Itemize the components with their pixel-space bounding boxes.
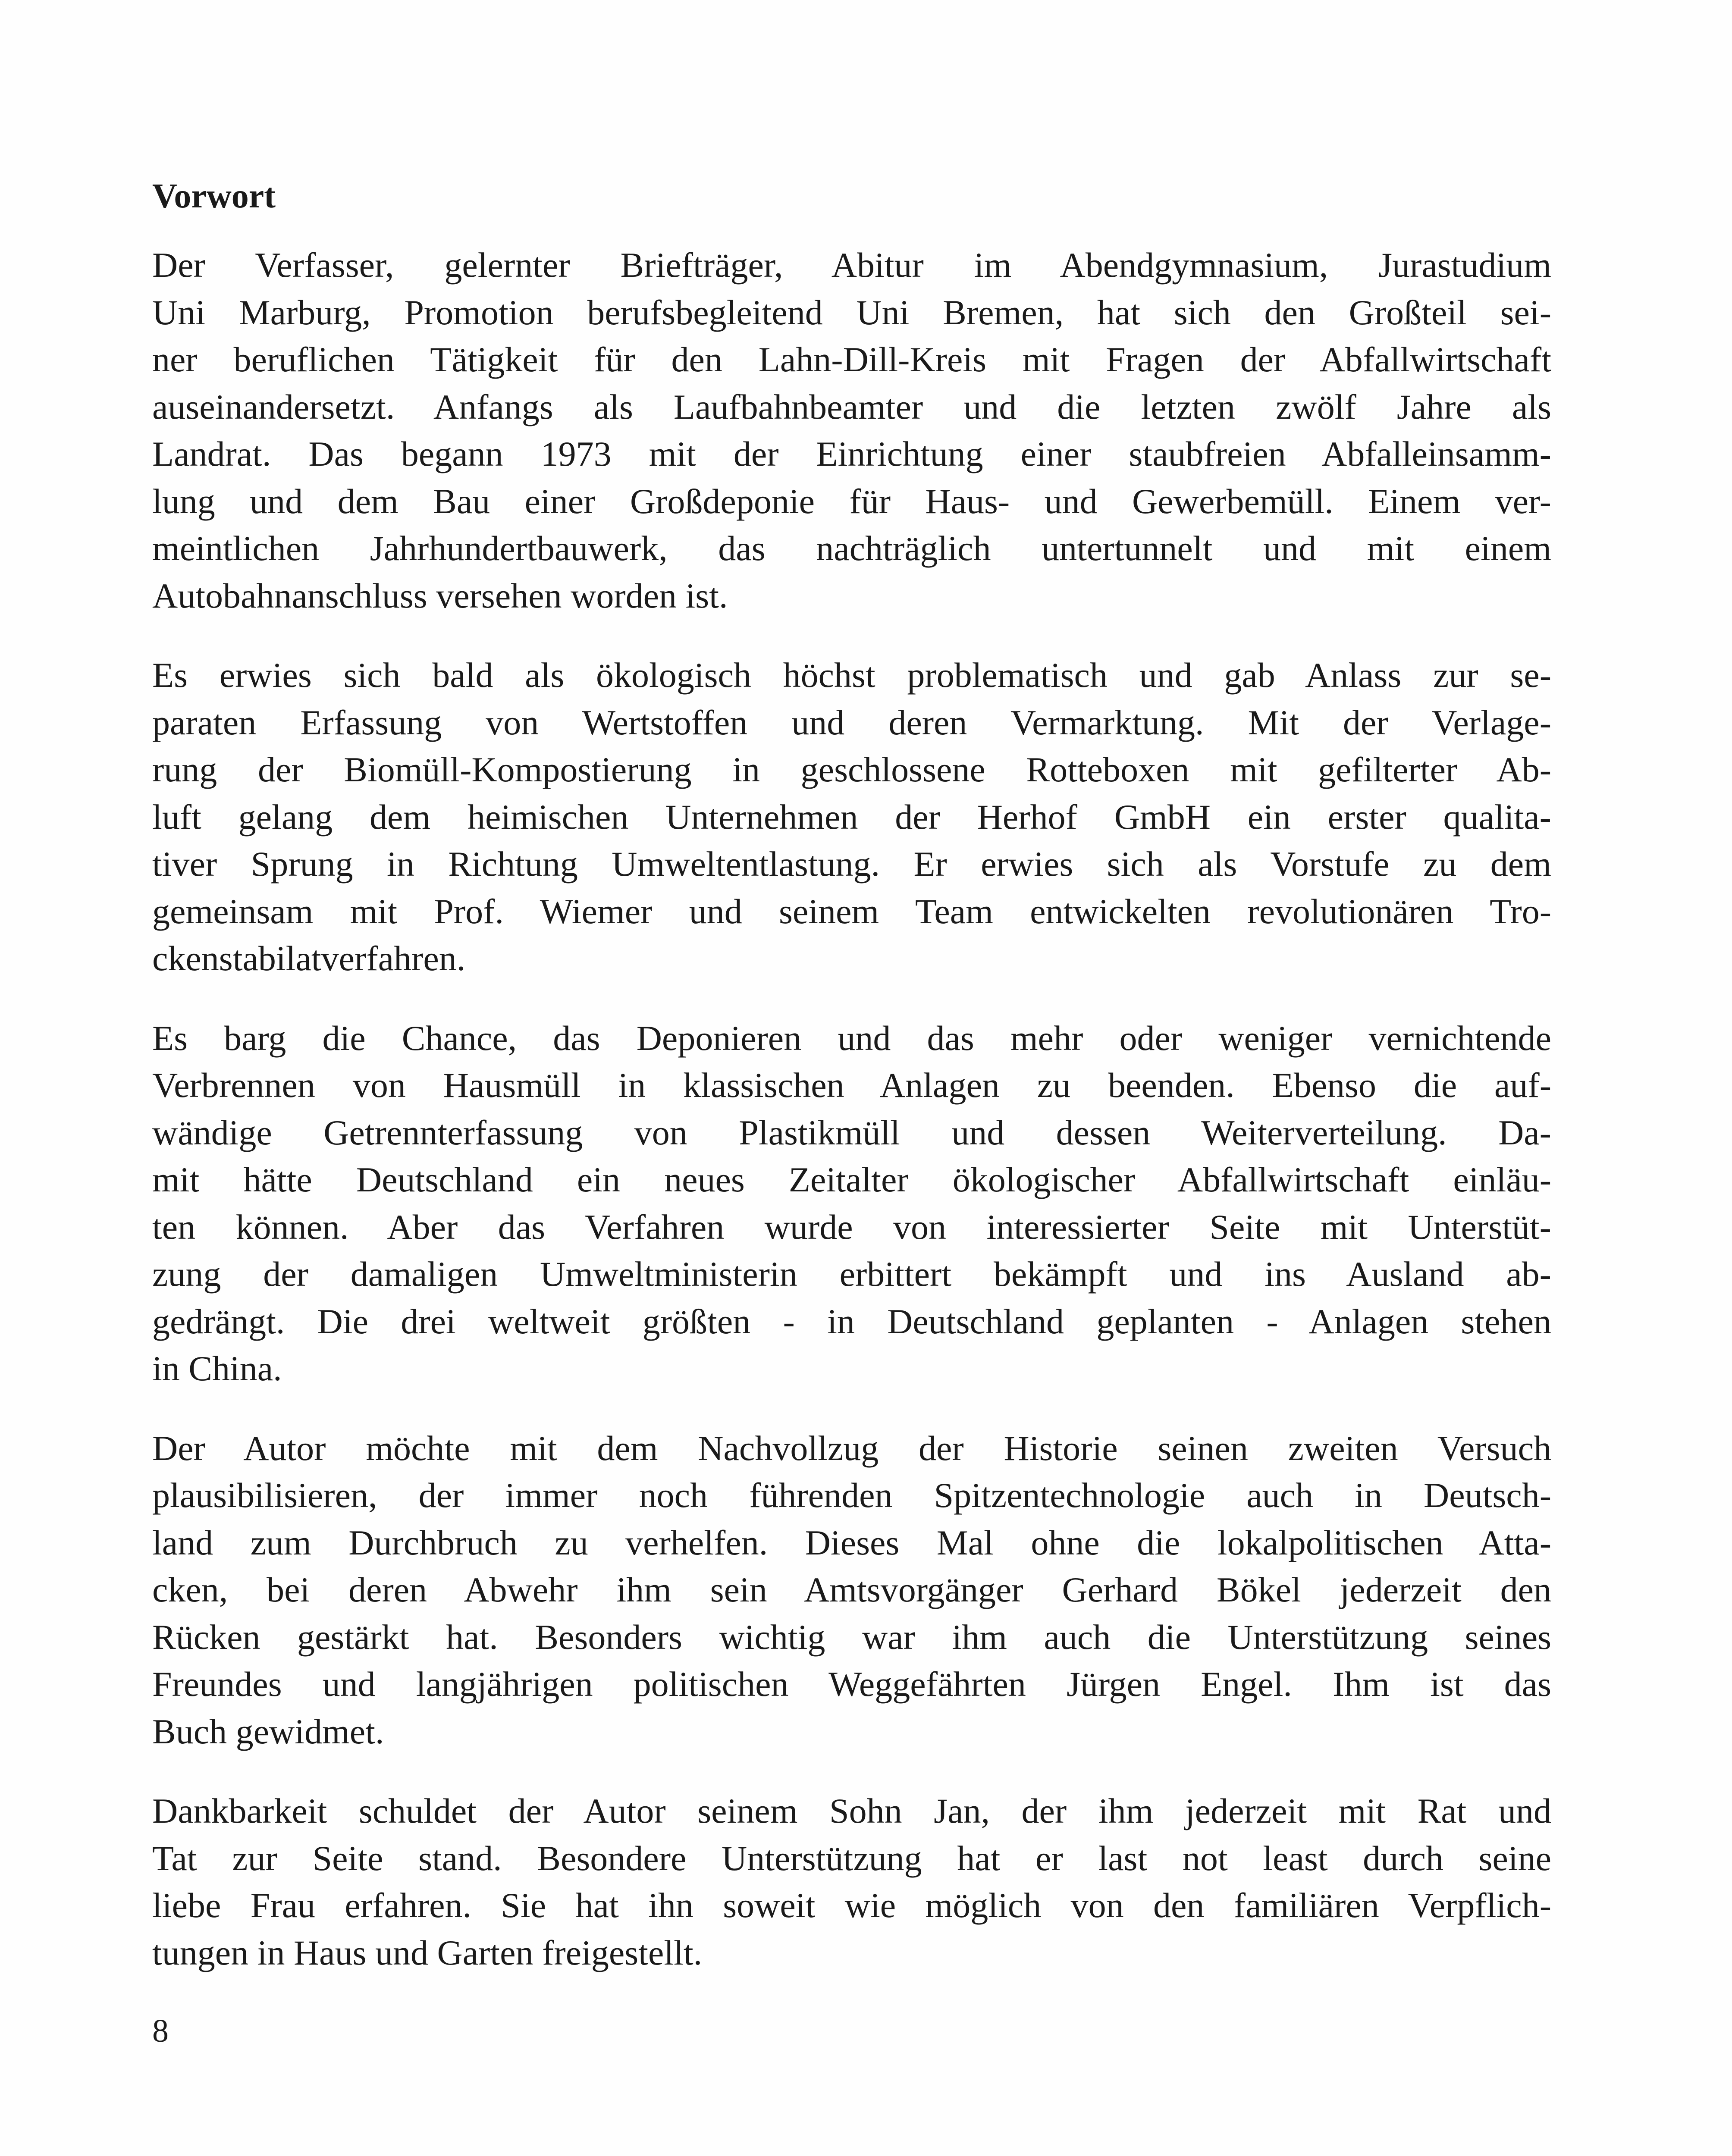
text-line: Uni Marburg, Promotion berufsbegleitend Uni Bremen, hat sich den Großteil sei-: [152, 292, 1551, 332]
text-line: luft gelang dem heimischen Unternehmen der Herhof GmbH ein erster qualita-: [152, 797, 1551, 837]
text-line: cken, bei deren Abwehr ihm sein Amtsvorgänger Gerhard Bökel jederzeit den: [152, 1570, 1551, 1609]
text-line: wändige Getrennterfassung von Plastikmüll und dessen Weiterverteilung. Da-: [152, 1112, 1551, 1152]
text-line: Dankbarkeit schuldet der Autor seinem Sohn Jan, der ihm jederzeit mit Rat und: [152, 1791, 1551, 1830]
text-line: lung und dem Bau einer Großdeponie für Haus- und Gewerbemüll. Einem ver-: [152, 481, 1551, 521]
text-line: Buch gewidmet.: [152, 1711, 384, 1751]
page-number: 8: [152, 2013, 169, 2049]
text-line: Landrat. Das begann 1973 mit der Einrichtung einer staubfreien Abfalleinsamm-: [152, 434, 1551, 473]
text-line: Es erwies sich bald als ökologisch höchst problematisch und gab Anlass zur se-: [152, 655, 1551, 695]
text-line: meintlichen Jahrhundertbauwerk, das nachträglich untertunnelt und mit einem: [152, 529, 1551, 568]
page-body: [152, 170, 1551, 2009]
text-line: rung der Biomüll-Kompostierung in geschlossene Rotteboxen mit gefilterter Ab-: [152, 750, 1551, 789]
paragraph: [152, 652, 1551, 982]
text-line: ten können. Aber das Verfahren wurde von interessierter Seite mit Unterstüt-: [152, 1207, 1551, 1247]
text-line: plausibilisieren, der immer noch führenden Spitzentechnologie auch in Deutsch-: [152, 1476, 1551, 1515]
text-line: paraten Erfassung von Wertstoffen und deren Vermarktung. Mit der Verlage-: [152, 702, 1551, 742]
text-line: gemeinsam mit Prof. Wiemer und seinem Team entwickelten revolutionären Tro-: [152, 891, 1551, 931]
section-heading: Vorwort: [152, 177, 276, 215]
text-line: Autobahnanschluss versehen worden ist.: [152, 576, 728, 615]
text-line: zung der damaligen Umweltministerin erbittert bekämpft und ins Ausland ab-: [152, 1254, 1551, 1294]
paragraph: [152, 1787, 1551, 1976]
text-line: tungen in Haus und Garten freigestellt.: [152, 1933, 703, 1972]
text-line: gedrängt. Die drei weltweit größten - in Deutschland geplanten - Anlagen stehen: [152, 1301, 1551, 1341]
text-line: Es barg die Chance, das Deponieren und das mehr oder weniger vernichtende: [152, 1018, 1551, 1058]
paragraph: [152, 1425, 1551, 1755]
text-line: Rücken gestärkt hat. Besonders wichtig war ihm auch die Unterstützung seines: [152, 1617, 1551, 1657]
text-line: Freundes und langjährigen politischen Weggefährten Jürgen Engel. Ihm ist das: [152, 1664, 1551, 1704]
text-line: Tat zur Seite stand. Besondere Unterstützung hat er last not least durch seine: [152, 1838, 1551, 1878]
text-line: tiver Sprung in Richtung Umweltentlastung. Er erwies sich als Vorstufe zu dem: [152, 844, 1551, 884]
text-line: land zum Durchbruch zu verhelfen. Dieses Mal ohne die lokalpolitischen Atta-: [152, 1523, 1551, 1562]
text-line: liebe Frau erfahren. Sie hat ihn soweit wie möglich von den familiären Verpflich-: [152, 1886, 1551, 1925]
paragraph: [152, 241, 1551, 619]
text-line: auseinandersetzt. Anfangs als Laufbahnbeamter und die letzten zwölf Jahre als: [152, 387, 1551, 426]
text-line: Der Verfasser, gelernter Briefträger, Abitur im Abendgymnasium, Jurastudium: [152, 245, 1551, 285]
text-line: Verbrennen von Hausmüll in klassischen Anlagen zu beenden. Ebenso die auf-: [152, 1065, 1551, 1105]
text-line: mit hätte Deutschland ein neues Zeitalter ökologischer Abfallwirtschaft einläu-: [152, 1160, 1551, 1199]
text-line: ner beruflichen Tätigkeit für den Lahn-Dill-Kreis mit Fragen der Abfallwirtschaft: [152, 340, 1551, 379]
paragraph: [152, 1015, 1551, 1392]
text-line: Der Autor möchte mit dem Nachvollzug der Historie seinen zweiten Versuch: [152, 1428, 1551, 1468]
text-line: in China.: [152, 1349, 282, 1388]
text-line: ckenstabilatverfahren.: [152, 939, 466, 978]
